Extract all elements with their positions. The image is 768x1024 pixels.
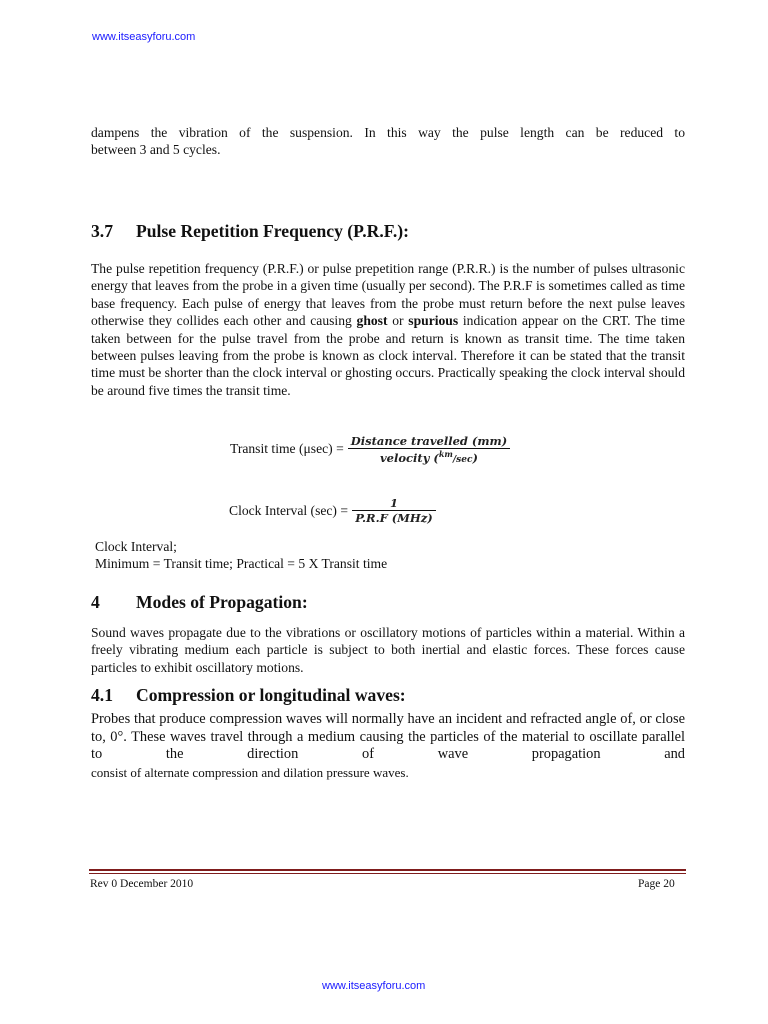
transit-denominator [377, 449, 481, 465]
section-number: 3.7 [91, 221, 113, 241]
clock-interval-values: Minimum = Transit time; Practical = 5 X Transit time [95, 556, 388, 571]
transit-numerator: Distance travelled (mm) [350, 434, 508, 448]
section-title: Compression or longitudinal waves: [136, 685, 406, 705]
clock-interval-formula [229, 496, 436, 525]
denominator-prefix: velocity ( [380, 450, 439, 465]
section-number: 4.1 [91, 685, 113, 705]
prf-text-or: or [387, 313, 409, 329]
intro-paragraph [91, 124, 685, 159]
section-number: 4 [91, 592, 100, 612]
clock-numerator: 1 [390, 496, 399, 510]
prf-text-2: indication appear on the CRT. The time taken between for the pulse travel from the probe and return is known as transit time. The time taken between pulses leaving from the probe is known as clock interval. Therefore it can be stated that the transit time must be shorter than the clock interval or ghosting occurs. Practically speaking the clock interval should be around five times the transit time. [91, 313, 686, 398]
propagation-paragraph: Sound waves propagate due to the vibrations or oscillatory motions of particles within a material. Within a freely vibrating medium each particle is subject to both inertial and elastic forces. These forces cause particles to exhibit oscillatory motions. [91, 625, 685, 675]
clock-interval-note: Clock Interval; [95, 539, 177, 554]
denominator-sup: km [438, 449, 453, 459]
transit-time-formula [230, 434, 510, 465]
section-4-1-heading [91, 684, 406, 706]
compression-text: Probes that produce compression waves will normally have an incident and refracted angle of, or close to, 0°. These waves travel through a medium causing the particles of the material to oscillate parallel to the direction of wave propagation and [91, 711, 685, 763]
transit-time-label: Transit time (μsec) = [230, 441, 344, 457]
prf-text-1: The pulse repetition frequency (P.R.F.) or pulse prepetition range (P.R.R.) is the number of pulses ultrasonic energy that leaves from the probe in a given time (usually per second). The P.R.F is sometimes called as time base frequency. Each pulse of energy that leaves from the probe must return before the next pulse leaves otherwise they collides each other and causing [91, 261, 685, 329]
section-3-7-heading [91, 220, 409, 242]
clock-denominator: P.R.F (MHz) [355, 511, 433, 525]
clock-interval-fraction [352, 496, 436, 525]
section-title: Modes of Propagation: [136, 592, 308, 612]
header-site-link[interactable]: www.itseasyforu.com [92, 31, 196, 43]
footer-rule-thin [89, 873, 686, 874]
denominator-suffix: ) [472, 450, 478, 465]
footer-revision: Rev 0 December 2010 [90, 878, 194, 890]
prf-paragraph [91, 260, 685, 399]
compression-text-last: consist of alternate compression and dilation pressure waves. [91, 764, 409, 780]
ghost-term: ghost [356, 313, 388, 329]
intro-line-1: dampens the vibration of the suspension. In this way the pulse length can be reduced to [91, 125, 685, 140]
clock-interval-label: Clock Interval (sec) = [229, 502, 349, 518]
footer-page-number: Page 20 [638, 878, 675, 890]
footer-rule-thick [89, 869, 686, 871]
denominator-sub: /sec [452, 454, 473, 465]
compression-paragraph [91, 711, 685, 781]
section-4-heading [91, 591, 308, 613]
footer-site-link[interactable]: www.itseasyforu.com [322, 980, 426, 992]
transit-time-fraction [348, 434, 510, 465]
spurious-term: spurious [408, 313, 459, 329]
section-title: Pulse Repetition Frequency (P.R.F.): [136, 221, 410, 241]
intro-line-2: between 3 and 5 cycles. [91, 142, 221, 158]
